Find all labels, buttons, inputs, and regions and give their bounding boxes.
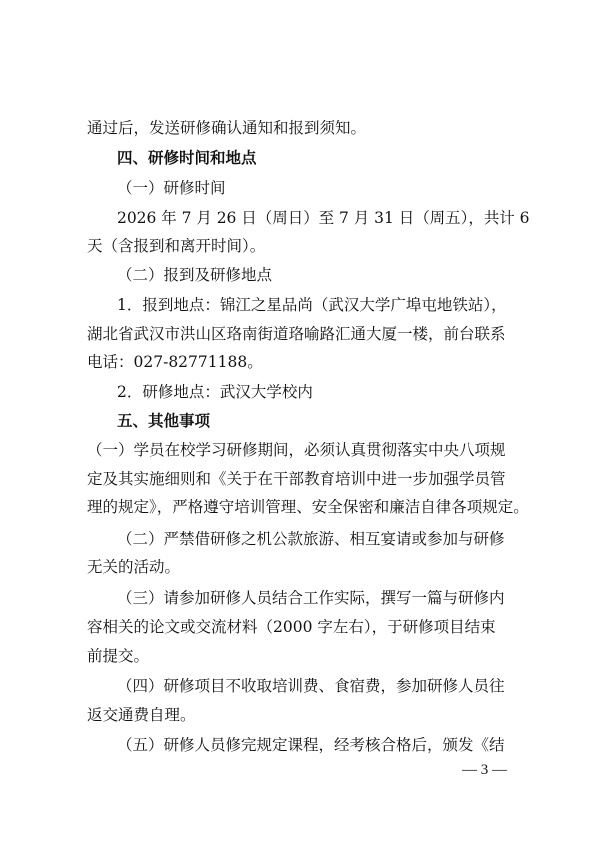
section-heading-5: 五、其他事项 [117,411,211,430]
text-line-rule3-a: （三）请参加研修人员结合工作实际，撰写一篇与研修内 [117,589,505,607]
text-line-study-location: 2．研修地点：武汉大学校内 [117,383,313,401]
text-line-date: 2026 年 7 月 26 日（周日）至 7 月 31 日（周五），共计 6 [117,209,530,227]
subheading-time: （一）研修时间 [117,179,226,197]
text-line-date-cont: 天（含报到和离开时间）。 [87,237,266,255]
text-line-rule3-b: 容相关的论文或交流材料（2000 字左右），于研修项目结束 [87,618,496,636]
subheading-location: （二）报到及研修地点 [117,266,273,284]
section-heading-4: 四、研修时间和地点 [117,148,257,167]
page-number: — 3 — [462,762,507,778]
text-line-address: 湖北省武汉市洪山区珞南街道珞喻路汇通大厦一楼，前台联系 [87,325,506,343]
text-line-rule5-a: （五）研修人员修完规定课程，经考核合格后，颁发《结 [117,736,505,754]
text-line-phone: 电话：027-82771188。 [87,353,263,371]
text-line-rule2-b: 无关的活动。 [87,558,181,576]
text-line-checkin: 1．报到地点：锦江之星品尚（武汉大学广埠屯地铁站）， [117,296,507,314]
text-line-rule4-b: 返交通费自理。 [87,706,196,724]
text-line-rule1-a: （一）学员在校学习研修期间，必须认真贯彻落实中央八项规 [87,441,506,459]
text-line-1: 通过后，发送研修确认通知和报到须知。 [87,119,367,137]
text-line-rule1-c: 理的规定》，严格遵守培训管理、安全保密和廉洁自律各项规定。 [87,498,529,516]
text-line-rule2-a: （二）严禁借研修之机公款旅游、相互宴请或参加与研修 [117,530,505,548]
text-line-rule1-b: 定及其实施细则和《关于在干部教育培训中进一步加强学员管 [87,470,506,488]
text-line-rule3-c: 前提交。 [87,647,150,665]
text-line-rule4-a: （四）研修项目不收取培训费、食宿费，参加研修人员往 [117,677,505,695]
